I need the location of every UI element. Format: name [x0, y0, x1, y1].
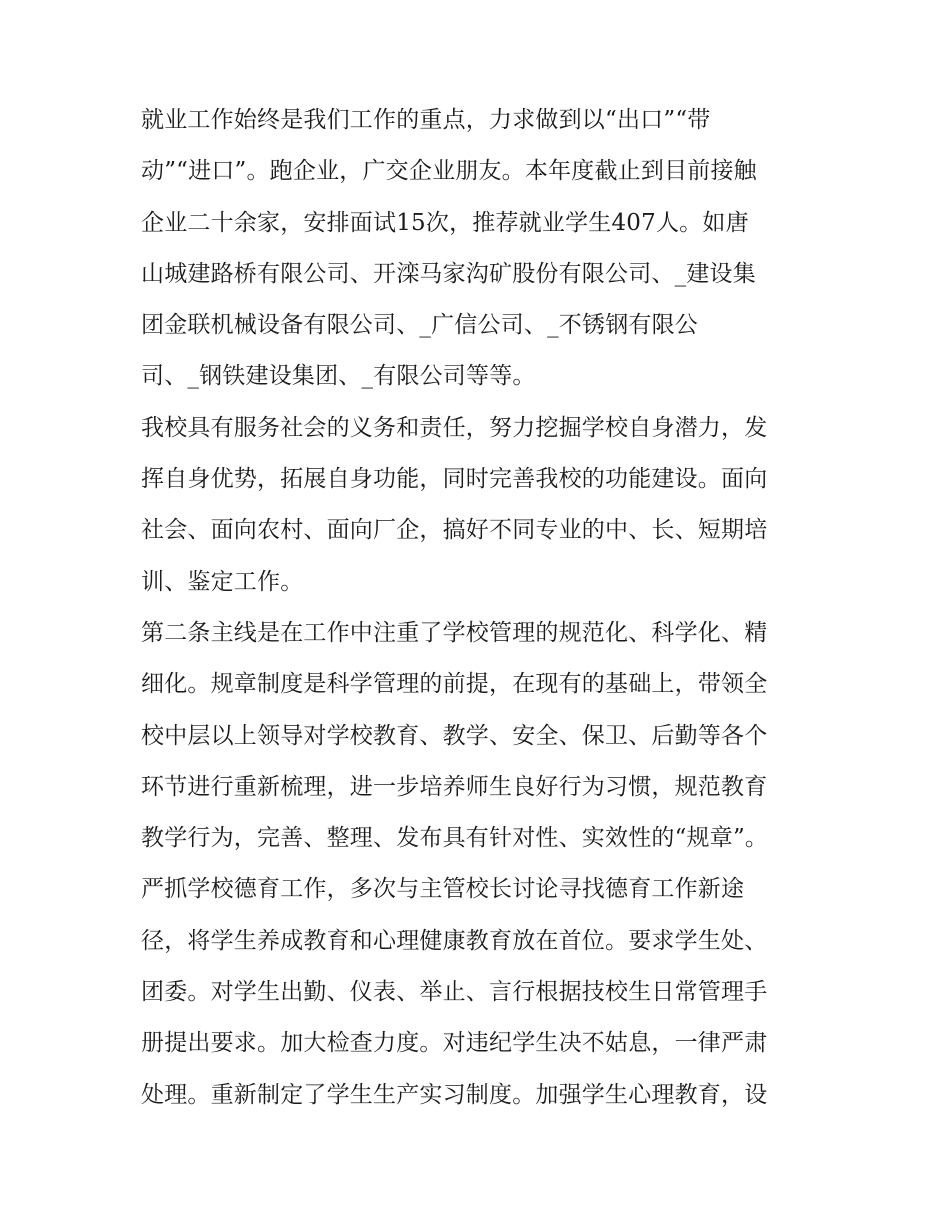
- text-line: 团委。对学生出勤、仪表、举止、言行根据技校生日常管理手: [141, 979, 768, 1006]
- text-line: 社会、面向农村、面向厂企，搞好不同专业的中、长、短期培: [141, 517, 768, 544]
- text-line: 校中层以上领导对学校教育、教学、安全、保卫、后勤等各个: [141, 722, 768, 749]
- text-line: 教学行为，完善、整理、发布具有针对性、实效性的“规章”。: [141, 825, 769, 852]
- text-line: 环节进行重新梳理，进一步培养师生良好行为习惯，规范教育: [141, 773, 768, 800]
- text-line: 径，将学生养成教育和心理健康教育放在首位。要求学生处、: [141, 927, 768, 954]
- text-line: 我校具有服务社会的义务和责任，努力挖掘学校自身潜力，发: [141, 414, 768, 441]
- text-line: 训、鉴定工作。: [141, 568, 304, 595]
- text-line: 册提出要求。加大检查力度。对违纪学生决不姑息，一律严肃: [141, 1030, 768, 1057]
- text-line: 第二条主线是在工作中注重了学校管理的规范化、科学化、精: [141, 619, 768, 646]
- text-line: 企业二十余家，安排面试15次，推荐就业学生407人。如唐: [141, 209, 749, 236]
- document-body: [141, 109, 821, 1135]
- text-line: 司、_钢铁建设集团、_有限公司等等。: [141, 363, 536, 390]
- text-line: 山城建路桥有限公司、开滦马家沟矿股份有限公司、_建设集: [141, 260, 756, 287]
- text-line: 团金联机械设备有限公司、_广信公司、_不锈钢有限公: [141, 312, 698, 339]
- text-line: 处理。重新制定了学生生产实习制度。加强学生心理教育，设: [141, 1081, 768, 1108]
- text-line: 细化。规章制度是科学管理的前提，在现有的基础上，带领全: [141, 671, 768, 698]
- text-line: 就业工作始终是我们工作的重点，力求做到以“出口”“带: [141, 107, 711, 133]
- text-line: 挥自身优势，拓展自身功能，同时完善我校的功能建设。面向: [141, 466, 768, 493]
- text-line: 动”“进口”。跑企业，广交企业朋友。本年度截止到目前接触: [141, 158, 757, 185]
- text-line: 严抓学校德育工作，多次与主管校长讨论寻找德育工作新途: [141, 876, 745, 903]
